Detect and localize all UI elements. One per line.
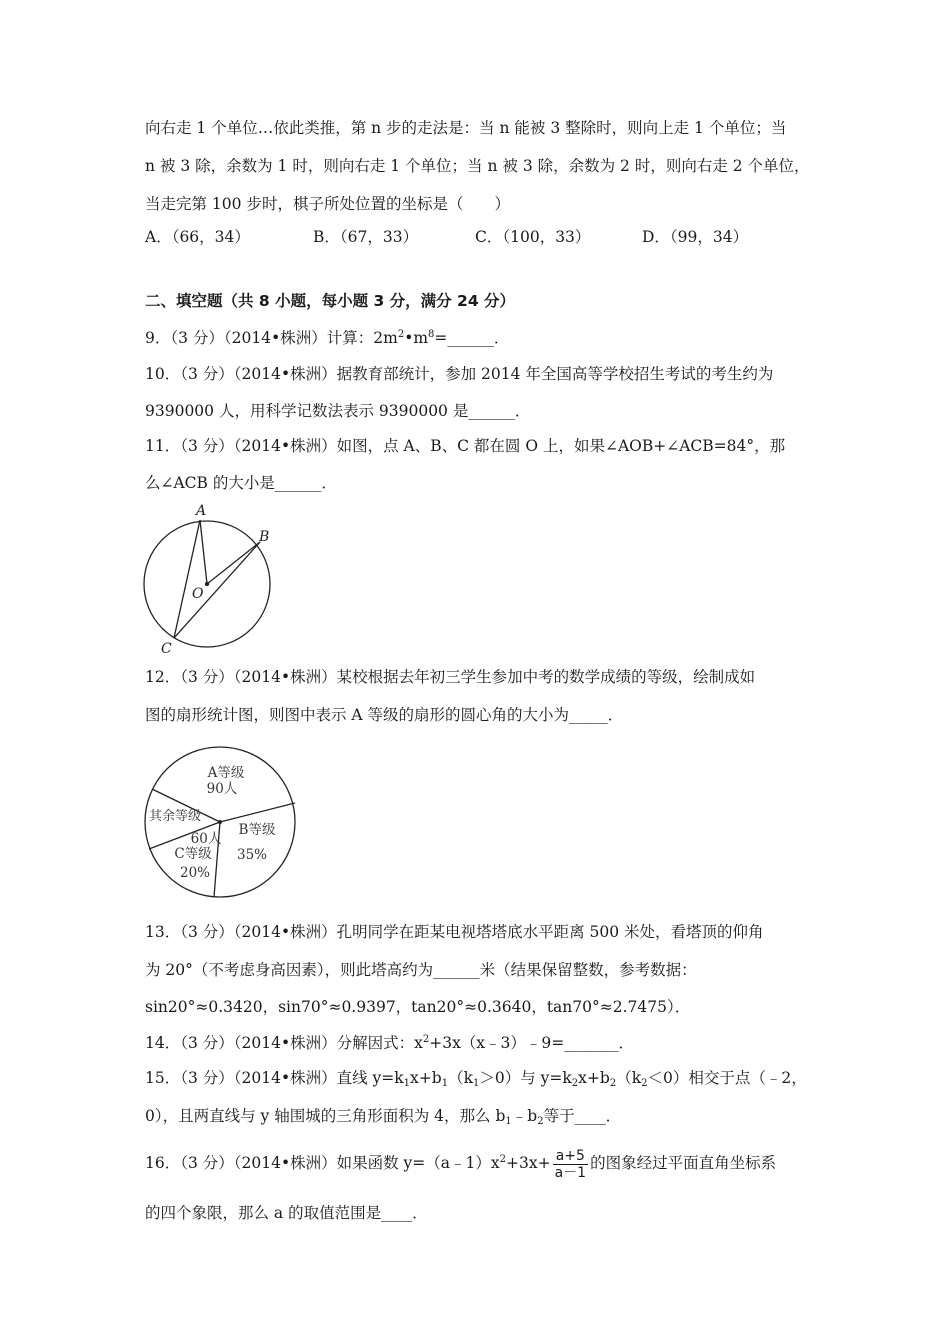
q8-options [145,227,845,247]
label-a: A [196,503,207,519]
q8-option-d: D．（99，34） [642,228,749,246]
slice-value-b: 35% [236,847,268,863]
q8-line-2: n 被 3 除，余数为 1 时，则向右走 1 个单位；当 n 被 3 除，余数为 2 时，则向右走 2 个单位， [145,157,810,175]
slice-label-a: A等级 [207,765,245,781]
q11-line-1: 11．（3 分）（2014•株洲）如图，点 A、B、C 都在圆 O 上，如果∠AOB+∠ACB=84°，那 [145,437,786,455]
q15-line-1: 15．（3 分）（2014•株洲）直线 $y=k_1x+b_1(k_1>0)$与 $y=k_2x+b_2(k_2<0)$相交于点（﹣2， [145,1069,807,1089]
q13-line-3: sin20°≈0.3420，sin70°≈0.9397，tan20°≈0.3640，tan70°≈2.7475）． [145,998,691,1016]
section-2-heading: 二、填空题（共 8 小题，每小题 3 分，满分 24 分） [145,292,516,310]
q12-line-2: 图的扇形统计图，则图中表示 A 等级的扇形的圆心角的大小为_____． [145,706,624,724]
q11-line-2: 么∠ACB 的大小是______． [145,474,337,492]
slice-label-other: 其余等级 [148,809,202,824]
q13-line-1: 13．（3 分）（2014•株洲）孔明同学在距某电视塔塔底水平距离 500 米处，看塔顶的仰角 [145,923,764,941]
q16-line-1: 16．（3 分）（2014•株洲）如果函数 $y=(a﹣1)x^2+3x+$ $\frac{a+5}{a-1}$ 的图象经过平面直角坐标系 [145,1147,777,1181]
label-c: C [161,641,172,657]
pie-chart [140,745,305,905]
slice-value-other: 60人 [190,831,222,847]
label-o: O [192,586,204,602]
q8-line-1: 向右走 1 个单位…依此类推，第 n 步的走法是：当 n 能被 3 整除时，则向上走 1 个单位；当 [145,119,787,137]
q15-line-2: 0），且两直线与 y 轴围城的三角形面积为 4，那么 $b_1﹣b_2$等于____． [145,1107,622,1127]
segment-cb [174,542,260,638]
q8-line-3: 当走完第 100 步时，棋子所处位置的坐标是（ ） [145,195,510,213]
segment-ca [174,520,200,638]
segment-ob [207,542,260,584]
slice-value-a: 90人 [206,781,238,797]
q13-line-2: 为 20°（不考虑身高因素），则此塔高约为______米（结果保留整数，参考数据： [145,961,697,979]
q16-fraction: $\frac{a+5}{a-1}$ [554,1147,587,1181]
q12-line-1: 12．（3 分）（2014•株洲）某校根据去年初三学生参加中考的数学成绩的等级，绘制成如 [145,668,756,686]
q8-option-b: B．（67，33） [313,228,419,246]
q14-text: 14．（3 分）（2014•株洲）分解因式：$x^2+3x(x﹣3)﹣9=\_\_\_\_\_\_\_$． [145,1034,635,1052]
slice-label-c: C等级 [174,846,212,862]
q8-option-c: C．（100，33） [475,228,591,246]
q8-option-a: A．（66，34） [145,228,250,246]
segment-oa [200,520,207,584]
center-point [205,582,209,586]
q10-line-1: 10．（3 分）（2014•株洲）据教育部统计，参加 2014 年全国高等学校招生考试的考生约为 [145,365,774,383]
q10-line-2: 9390000 人，用科学记数法表示 9390000 是______． [145,402,531,420]
q9-text: 9．（3 分）（2014•株洲）计算：$2m^2•m^8=\_\_\_\_\_\_$． [145,329,510,347]
slice-value-c: 20% [179,865,211,881]
pie-center [218,820,222,824]
label-b: B [259,529,270,545]
q16-line-2: 的四个象限，那么 a 的取值范围是____． [145,1204,428,1222]
circle-figure [138,500,278,660]
slice-label-b: B等级 [238,822,276,838]
pie-divider-a-b [220,803,295,822]
